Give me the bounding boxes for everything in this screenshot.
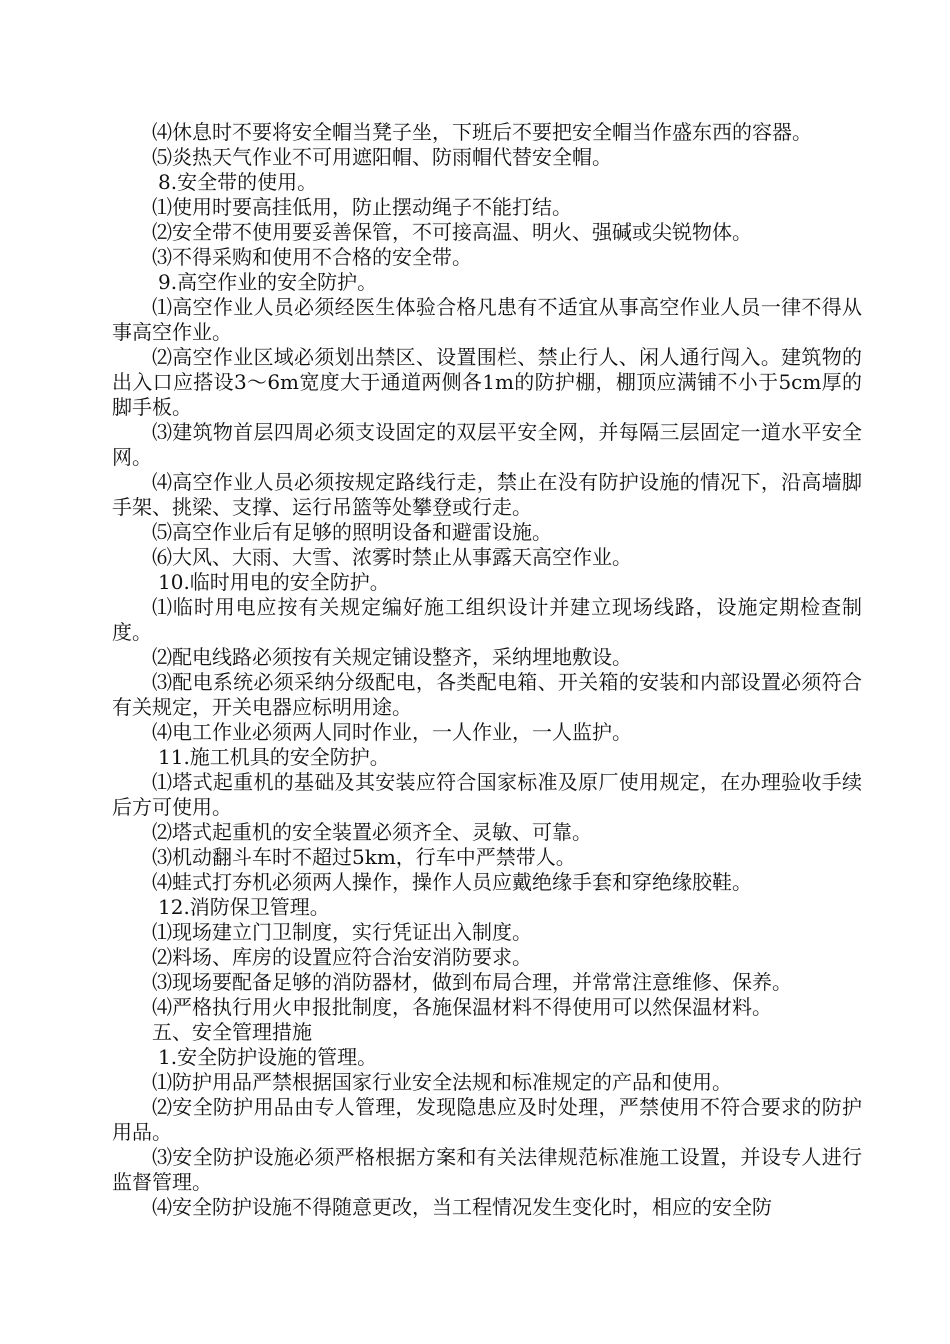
- paragraph: ⑶不得采购和使用不合格的安全带。: [152, 245, 472, 269]
- paragraph: ⑸高空作业后有足够的照明设备和避雷设施。: [152, 520, 552, 544]
- paragraph: ⑷安全防护设施不得随意更改，当工程情况发生变化时，相应的安全防: [152, 1195, 772, 1219]
- section-heading: 9.高空作业的安全防护。: [158, 270, 378, 294]
- paragraph: ⑴高空作业人员必须经医生体验合格凡患有不适宜从事高空作业人员一律不得从事高空作业。: [112, 295, 862, 344]
- document-body: [112, 120, 862, 1220]
- paragraph: ⑸炎热天气作业不可用遮阳帽、防雨帽代替安全帽。: [152, 145, 612, 169]
- paragraph: ⑵高空作业区域必须划出禁区、设置围栏、禁止行人、闲人通行闯入。建筑物的出入口应搭设3～6m宽度大于通道两侧各1m的防护棚，棚顶应满铺不小于5cm厚的脚手板。: [112, 345, 862, 419]
- paragraph: ⑶安全防护设施必须严格根据方案和有关法律规范标准施工设置，并设专人进行监督管理。: [112, 1145, 862, 1194]
- paragraph: ⑶机动翻斗车时不超过5km，行车中严禁带人。: [152, 845, 576, 869]
- section-heading: 11.施工机具的安全防护。: [158, 745, 390, 769]
- paragraph: ⑴防护用品严禁根据国家行业安全法规和标准规定的产品和使用。: [152, 1070, 732, 1094]
- paragraph: ⑹大风、大雨、大雪、浓雾时禁止从事露天高空作业。: [152, 545, 632, 569]
- paragraph: ⑵安全带不使用要妥善保管，不可接高温、明火、强碱或尖锐物体。: [152, 220, 752, 244]
- section-heading: 10.临时用电的安全防护。: [158, 570, 390, 594]
- paragraph: ⑵配电线路必须按有关规定铺设整齐，采纳埋地敷设。: [152, 645, 632, 669]
- paragraph: ⑴现场建立门卫制度，实行凭证出入制度。: [152, 920, 532, 944]
- paragraph: ⑷蛙式打夯机必须两人操作，操作人员应戴绝缘手套和穿绝缘胶鞋。: [152, 870, 752, 894]
- section-heading: 12.消防保卫管理。: [158, 895, 330, 919]
- chapter-heading: 五、安全管理措施: [152, 1020, 312, 1044]
- paragraph: ⑴临时用电应按有关规定编好施工组织设计并建立现场线路，设施定期检查制度。: [112, 595, 862, 644]
- paragraph: ⑵塔式起重机的安全装置必须齐全、灵敏、可靠。: [152, 820, 592, 844]
- paragraph: ⑵安全防护用品由专人管理，发现隐患应及时处理，严禁使用不符合要求的防护用品。: [112, 1095, 862, 1144]
- section-heading: 8.安全带的使用。: [158, 170, 318, 194]
- paragraph: ⑶建筑物首层四周必须支设固定的双层平安全网，并每隔三层固定一道水平安全网。: [112, 420, 862, 469]
- paragraph: ⑵料场、库房的设置应符合治安消防要求。: [152, 945, 532, 969]
- section-heading: 1.安全防护设施的管理。: [158, 1045, 378, 1069]
- paragraph: ⑶配电系统必须采纳分级配电，各类配电箱、开关箱的安装和内部设置必须符合有关规定，开关电器应标明用途。: [112, 670, 862, 719]
- paragraph: ⑶现场要配备足够的消防器材，做到布局合理，并常常注意维修、保养。: [152, 970, 792, 994]
- paragraph: ⑷高空作业人员必须按规定路线行走，禁止在没有防护设施的情况下，沿高墙脚手架、挑梁、支撑、运行吊篮等处攀登或行走。: [112, 470, 862, 519]
- paragraph: ⑷严格执行用火申报批制度，各施保温材料不得使用可以然保温材料。: [152, 995, 772, 1019]
- paragraph: ⑴使用时要高挂低用，防止摆动绳子不能打结。: [152, 195, 572, 219]
- paragraph: ⑷休息时不要将安全帽当凳子坐，下班后不要把安全帽当作盛东西的容器。: [152, 120, 812, 144]
- paragraph: ⑷电工作业必须两人同时作业，一人作业，一人监护。: [152, 720, 632, 744]
- paragraph: ⑴塔式起重机的基础及其安装应符合国家标准及原厂使用规定，在办理验收手续后方可使用。: [112, 770, 862, 819]
